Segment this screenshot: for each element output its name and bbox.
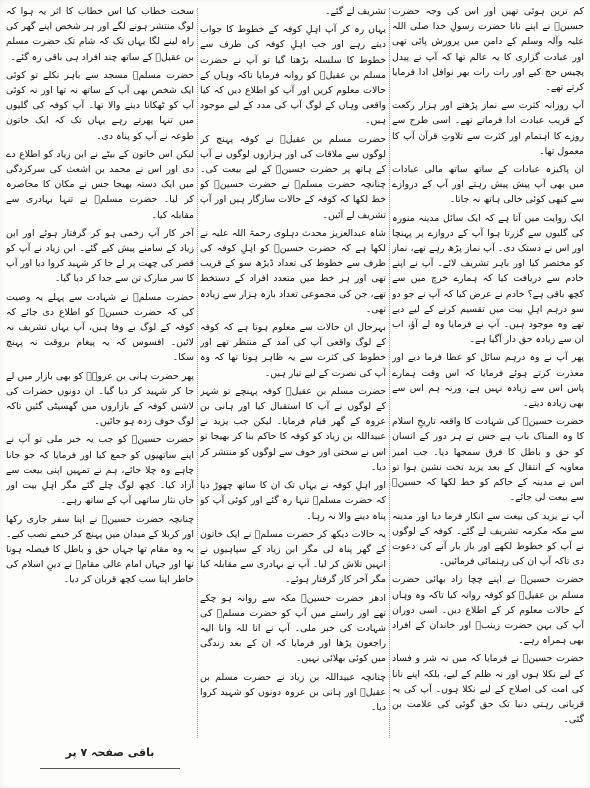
paragraph: ان پاکیزہ عبادات کے ساتھ ساتھ مالی عبادات میں بھی آپ پیش پیش رہتے اور آپ کے دروازے سے کبھی کوئی خالی ہاتھ نہ جاتا۔ — [392, 164, 584, 206]
paragraph: حضرت مسلم بن عقیلؑ کوفہ پہنچے تو شہر کے لوگوں نے آپ کا استقبال کیا اور ہانی بن عروہ کے گھر قیام فرمایا۔ لیکن جب یزید نے عبیداللہ بن زیاد کو کوفہ کا حاکم بنا کر بھیجا تو اس نے سختی اور خوف سے لوگوں کو منتشر کر دیا۔ — [200, 385, 386, 473]
paragraph: یہ حالات دیکھ کر حضرت مسلمؑ نے ایک خاتون کے گھر پناہ لی مگر ابن زیاد کے سپاہیوں نے انہیں تلاش کر لیا۔ آپ نے بہادری سے مقابلہ کیا مگر آخر کار گرفتار ہوئے۔ — [200, 528, 386, 586]
paragraph: حضرت حسینؑ کی شہادت کا واقعہ تاریخِ اسلام کا وہ المناک باب ہے جس نے ہر دور کے انسان کو حق و باطل کا فرق سمجھا دیا۔ جب امیر معاویہ کے انتقال کے بعد یزید تخت نشین ہوا تو اس نے مدینہ کے حاکم کو خط لکھا کہ حسینؑ سے بیعت لی جائے۔ — [392, 416, 584, 504]
continuation-note: باقی صفحہ ۷ پر — [65, 746, 155, 759]
footer-rule — [40, 768, 180, 769]
paragraph: حضرت حسینؑ نے فرمایا کہ میں نہ شر و فساد کے لیے نکلا ہوں اور نہ ظلم کے لیے، بلکہ اپنے نانا کی امت کی اصلاح کے لیے نکلا ہوں۔ آپ کی یہ قربانی رہتی دنیا تک حق گوئی کی علامت بن گئی۔ — [392, 653, 584, 726]
paragraph: حضرت حسینؑ نے اپنے چچا زاد بھائی حضرت مسلم بن عقیلؑ کو کوفہ روانہ کیا تاکہ وہ وہاں کے حالات معلوم کر کے اطلاع دیں۔ اسی دوران آپ کی بہن حضرت زینبؑ اور خاندان کے افراد بھی ہمراہ رہے۔ — [392, 574, 584, 647]
paragraph: حضرت مسلمؑ مسجد سے باہر نکلے تو کوئی ایک شخص بھی آپ کے ساتھ نہ تھا اور نہ کوئی آپ کو ٹھکانا دینے والا تھا۔ آپ کوفہ کی گلیوں میں تنہا پھرتے رہے یہاں تک کہ ایک خاتون طوعہ نے آپ کو پناہ دی۔ — [6, 69, 194, 142]
column-divider — [197, 8, 199, 738]
paragraph: حضرت حسینؑ کو جب یہ خبر ملی تو آپ نے اپنے ساتھیوں کو جمع کیا اور فرمایا کہ جو جانا چاہے وہ چلا جائے، ہم نے تمہیں اپنی بیعت سے آزاد کیا۔ کچھ لوگ چلے گئے مگر اہلِ بیت اور جاں نثار ساتھی آپ کے ساتھ رہے۔ — [6, 434, 194, 507]
column-right — [392, 4, 584, 776]
paragraph: ادھر حضرت حسینؑ مکہ سے روانہ ہو چکے تھے اور راستے میں آپ کو حضرت مسلمؑ کی شہادت کی خبر ملی۔ آپ نے انا للہ وانا الیہ راجعون پڑھا اور فرمایا کہ ان کے بعد زندگی میں کوئی بھلائی نہیں۔ — [200, 592, 386, 665]
paragraph: چنانچہ عبیداللہ بن زیاد نے حضرت مسلم بن عقیلؑ اور ہانی بن عروہ دونوں کو شہید کروا دیا۔ — [200, 671, 386, 713]
paragraph: پھر آپ نے وہ درہم سائل کو عطا فرما دیے اور معذرت کرتے ہوئے فرمایا کہ اس وقت ہمارے پاس اس سے زیادہ نہیں ہے، ورنہ ہم اس سے بھی زیادہ دیتے۔ — [392, 352, 584, 410]
paragraph: حضرت مسلمؑ نے شہادت سے پہلے یہ وصیت کی کہ حضرت حسینؑ کو اطلاع دی جائے کہ کوفہ کے لوگ بے وفا ہیں، آپ یہاں تشریف نہ لائیں۔ افسوس کہ یہ پیغام بروقت نہ پہنچ سکا۔ — [6, 291, 194, 364]
paragraph: تشریف لے گئے۔ — [324, 6, 386, 17]
paragraph: آپ روزانہ کثرت سے نماز پڑھتے اور ہزار رکعت کے قریب عبادت ادا فرماتے تھے۔ اسی طرح سے روزے کا اہتمام اور کثرت سے تلاوتِ قرآن آپ کا معمول تھا۔ — [392, 100, 584, 157]
paragraph: چنانچہ حضرت حسینؑ نے اپنا سفر جاری رکھا اور کربلا کے میدان میں پہنچ کر خیمے نصب کیے۔ یہ وہ مقام تھا جہاں حق و باطل کا فیصلہ ہونا تھا اور جہاں امام عالی مقامؑ نے دینِ اسلام کی خاطر اپنا سب کچھ قربان کر دیا۔ — [6, 513, 194, 586]
paragraph: کم ترین ہوئی تھیں اور اس کی وجہ حضرت حسینؑ نے اپنے نانا حضرت رسولِ خدا صلی اللہ علیہ وآلہ وسلم کے دامن میں پرورش پائی تھی اور عبادت گزاری کا یہ عالم تھا کہ آپ نے پیدل پچیس حج کیے اور رات رات بھر نوافل ادا فرمایا کرتے تھے۔ — [392, 6, 584, 94]
column-middle — [200, 4, 386, 776]
paragraph: آخر کار آپ زخمی ہو کر گرفتار ہوئے اور ابن زیاد کے سامنے پیش کیے گئے۔ ابن زیاد نے آپ کو قصر کی چھت پر لے جا کر شہید کروا دیا اور آپ کا سر مبارک تن سے جدا کر دیا گیا۔ — [6, 227, 194, 285]
paragraph: ایک روایت میں آتا ہے کہ ایک سائل مدینہ منورہ کی گلیوں سے گزرتا ہوا آپ کے دروازے پر پہنچا اور اس نے دستک دی۔ آپ نماز پڑھ رہے تھے، نماز کو مختصر کیا اور باہر تشریف لائے۔ آپ نے اپنے خادم سے دریافت کیا کہ ہمارے خرچ میں سے کچھ باقی ہے؟ خادم نے عرض کیا کہ آپ نے جو دو سو درہم اہلِ بیت میں تقسیم کرنے کے لیے دیے تھے وہ موجود ہیں۔ آپ نے فرمایا وہ لے آؤ، اب ان سے زیادہ حق دار آگیا ہے۔ — [392, 212, 584, 346]
paragraph: اور اہلِ کوفہ نے یہاں تک ان کا ساتھ چھوڑ دیا کہ حضرت مسلمؑ تنہا رہ گئے اور کوئی آپ کو پناہ دینے والا نہ رہا۔ — [200, 480, 386, 522]
paragraph: حضرت مسلم بن عقیلؑ نے کوفہ پہنچ کر لوگوں سے ملاقات کی اور ہزاروں لوگوں نے آپ کے ہاتھ پر حضرت حسینؑ کے لیے بیعت کی۔ چنانچہ حضرت مسلمؑ نے حضرت حسینؑ کو خط لکھا کہ کوفہ کے حالات سازگار ہیں اور آپ تشریف لے آئیں۔ — [200, 133, 386, 221]
paragraph: بہرحال ان حالات سے معلوم ہوتا ہے کہ کوفہ کے لوگ واقعی آپ کی آمد کے منتظر تھے اور خطوط کی کثرت سے یہ ظاہر ہوتا تھا کہ وہ آپ کی نصرت کے لیے تیار ہیں۔ — [200, 322, 386, 379]
paragraph: شاہ عبدالعزیز محدث دہلوی رحمۃ اللہ علیہ نے لکھا ہے کہ حضرت حسینؑ کو اہلِ کوفہ کی طرف سے خطوط کی تعداد ڈیڑھ سو کے قریب تھی اور ہر خط میں متعدد افراد کے دستخط تھے، جن کی مجموعی تعداد بارہ ہزار سے زیادہ تھی۔ — [200, 227, 386, 315]
column-left — [6, 4, 194, 776]
paragraph: یہاں رہ کر آپ اہلِ کوفہ کے خطوط کا جواب دیتے رہے اور جب اہلِ کوفہ کی طرف سے خطوط کا سلسلہ بڑھتا گیا تو آپ نے حضرت مسلم بن عقیلؑ کو روانہ فرمایا تاکہ وہاں کے حالات معلوم کریں اور آپ کو اطلاع دیں کہ کیا واقعی وہاں کے لوگ آپ کی مدد کے لیے موجود ہیں۔ — [200, 24, 386, 127]
paragraph: سخت خطاب کیا اس خطاب کا اثر یہ ہوا کہ لوگ منتشر ہونے لگے اور ہر شخص اپنے گھر کی راہ لینے لگا یہاں تک کہ شام تک حضرت مسلم بن عقیلؑ کے ساتھ چند افراد ہی باقی رہ گئے۔ — [6, 6, 194, 63]
paragraph: لیکن اس خاتون کے بیٹے نے ابن زیاد کو اطلاع دے دی اور اس نے محمد بن اشعث کی سرکردگی میں ایک دستہ بھیجا جس نے مکان کا محاصرہ کر لیا۔ حضرت مسلمؑ نے تنہا بہادری سے مقابلہ کیا۔ — [6, 148, 194, 221]
paragraph: پھر حضرت ہانی بن عروہؓ کو بھی بازار میں لے جا کر شہید کر دیا گیا۔ ان دونوں حضرات کی لاشیں کوفہ کے بازاروں میں گھسیٹی گئیں تاکہ لوگ خوف زدہ ہو جائیں۔ — [6, 370, 194, 428]
paragraph: آپ نے یزید کی بیعت سے انکار فرما دیا اور مدینہ سے مکہ مکرمہ تشریف لے گئے۔ کوفہ کے لوگوں نے آپ کو خطوط لکھے اور بار بار آنے کی دعوت دی تاکہ آپ ان کی رہنمائی فرمائیں۔ — [392, 510, 584, 568]
column-divider — [389, 8, 391, 738]
